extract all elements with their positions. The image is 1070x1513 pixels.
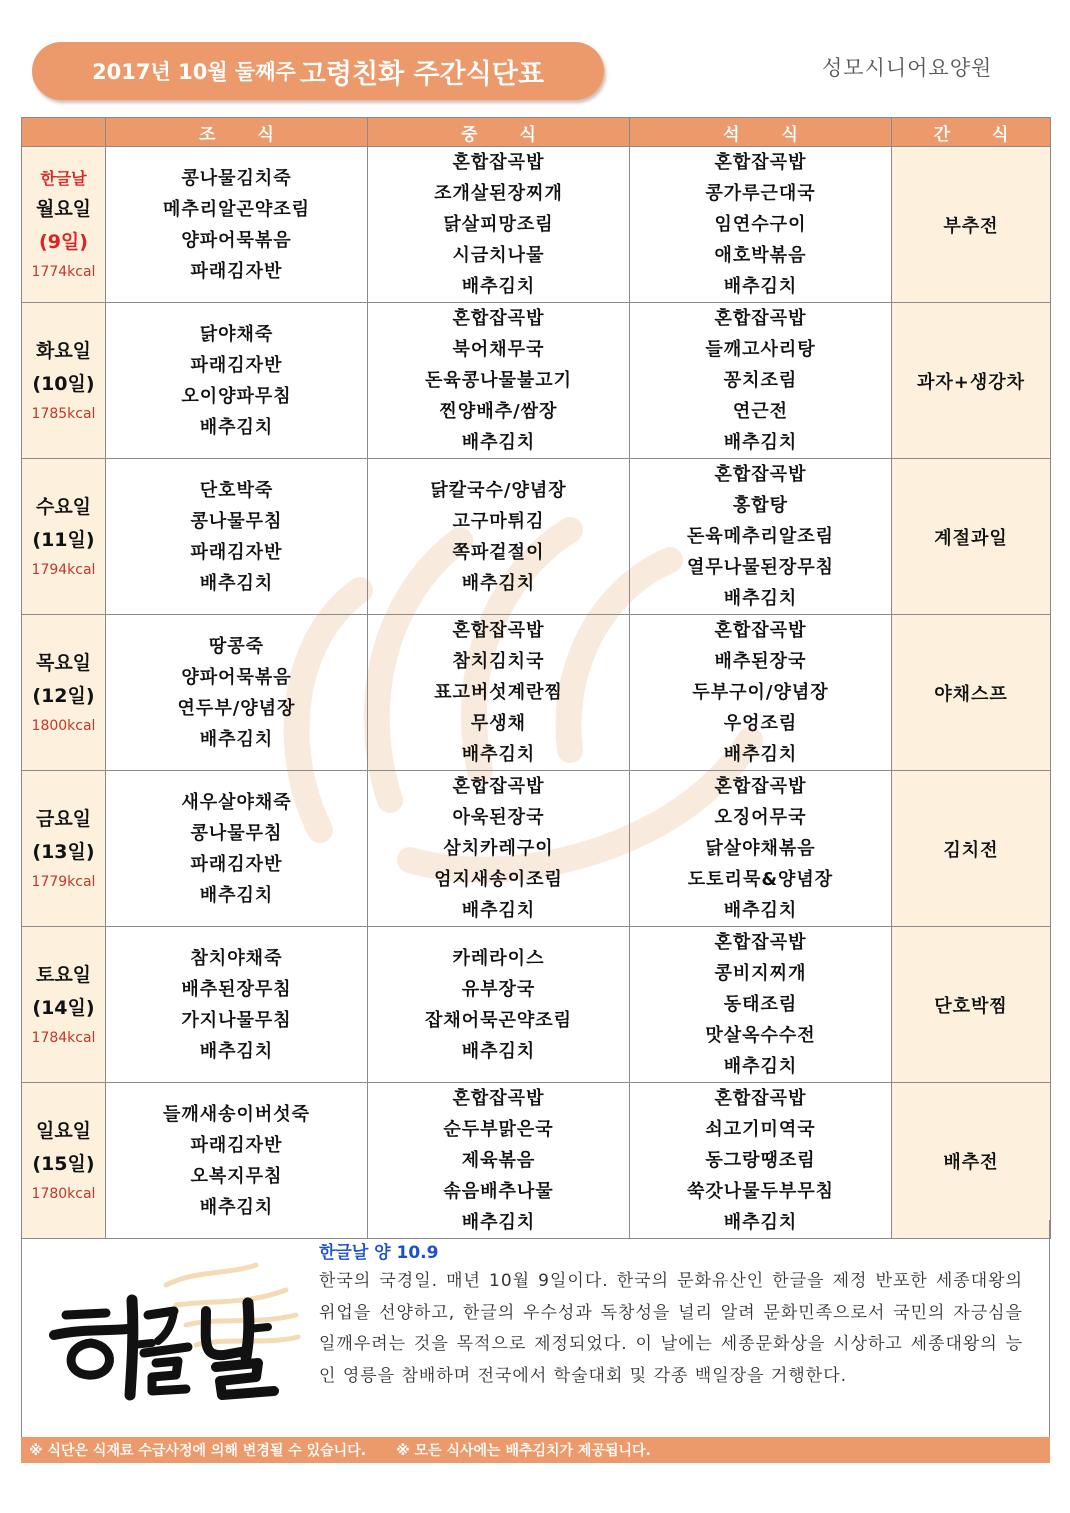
lunch-item: 북어채무국 xyxy=(452,339,545,360)
breakfast-cell xyxy=(106,459,368,615)
lunch-item: 고구마튀김 xyxy=(452,510,545,532)
menu-row xyxy=(22,1083,1051,1239)
breakfast-item: 파래김자반 xyxy=(190,853,283,875)
dinner-item: 혼합잡곡밥 xyxy=(714,152,807,173)
lunch-item: 돈육콩나물불고기 xyxy=(424,370,573,391)
breakfast-cell xyxy=(106,303,368,459)
dinner-item: 혼합잡곡밥 xyxy=(714,932,807,953)
lunch-cell xyxy=(368,615,630,771)
day-date: (15일) xyxy=(32,1152,95,1175)
menu-row xyxy=(22,459,1051,615)
lunch-item: 혼합잡곡밥 xyxy=(452,308,545,329)
breakfast-item: 콩나물무침 xyxy=(190,822,283,844)
dinner-item: 동그랑땡조림 xyxy=(705,1150,816,1171)
breakfast-item: 땅콩죽 xyxy=(208,635,265,657)
menu-row xyxy=(22,927,1051,1083)
table-header-row xyxy=(22,118,1051,147)
breakfast-item: 배추김치 xyxy=(199,1040,274,1062)
holiday-note xyxy=(21,1220,1050,1437)
day-cell xyxy=(22,771,106,927)
lunch-item: 카레라이스 xyxy=(452,947,545,969)
dinner-item: 열무나물된장무침 xyxy=(686,557,835,578)
dinner-cell xyxy=(630,615,892,771)
day-cell xyxy=(22,147,106,303)
day-date: (14일) xyxy=(32,996,95,1019)
dinner-cell xyxy=(630,1083,892,1239)
snack-cell: 배추전 xyxy=(892,1083,1051,1239)
breakfast-cell xyxy=(106,147,368,303)
snack-cell: 야채스프 xyxy=(892,615,1051,771)
menu-row xyxy=(22,615,1051,771)
day-kcal: 1794kcal xyxy=(31,561,96,578)
breakfast-item: 새우살야채죽 xyxy=(181,791,292,813)
day-cell xyxy=(22,615,106,771)
dinner-item: 배추김치 xyxy=(723,588,798,609)
day-name: 화요일 xyxy=(35,339,92,362)
dinner-item: 혼합잡곡밥 xyxy=(714,776,807,797)
dinner-cell xyxy=(630,771,892,927)
dinner-item: 혼합잡곡밥 xyxy=(714,1088,807,1109)
day-kcal: 1774kcal xyxy=(31,263,96,280)
day-name: 월요일 xyxy=(35,197,92,220)
header-breakfast: 조 식 xyxy=(106,118,368,147)
day-cell xyxy=(22,1083,106,1239)
day-date: (10일) xyxy=(32,372,95,395)
day-name: 수요일 xyxy=(35,495,92,518)
breakfast-item: 배추김치 xyxy=(199,884,274,906)
lunch-item: 닭살피망조림 xyxy=(443,214,554,235)
dinner-cell xyxy=(630,303,892,459)
dinner-item: 배추된장국 xyxy=(714,651,807,672)
header-lunch: 중 식 xyxy=(368,118,630,147)
dinner-item: 돈육메추리알조림 xyxy=(686,526,835,547)
menu-row xyxy=(22,771,1051,927)
lunch-item: 조개살된장찌개 xyxy=(434,183,563,204)
lunch-item: 시금치나물 xyxy=(452,245,545,266)
snack-cell: 김치전 xyxy=(892,771,1051,927)
lunch-item: 혼합잡곡밥 xyxy=(452,152,545,173)
dinner-item: 콩가루근대국 xyxy=(705,183,816,204)
day-kcal: 1784kcal xyxy=(31,1029,96,1046)
breakfast-item: 닭야채죽 xyxy=(199,323,274,345)
snack-cell: 과자+생강차 xyxy=(892,303,1051,459)
day-kcal: 1780kcal xyxy=(31,1185,96,1202)
menu-row xyxy=(22,147,1051,303)
footer-note-1: ※ 식단은 식재료 수급사정에 의해 변경될 수 있습니다. xyxy=(29,1443,367,1459)
breakfast-item: 단호박죽 xyxy=(199,479,274,501)
dinner-item: 배추김치 xyxy=(723,900,798,921)
dinner-cell xyxy=(630,927,892,1083)
dinner-item: 연근전 xyxy=(732,401,789,422)
lunch-item: 쪽파겉절이 xyxy=(452,541,545,563)
day-kcal: 1785kcal xyxy=(31,405,96,422)
day-cell xyxy=(22,303,106,459)
day-name: 금요일 xyxy=(35,807,92,830)
dinner-cell xyxy=(630,147,892,303)
lunch-item: 유부장국 xyxy=(461,978,536,1000)
breakfast-item: 들깨새송이버섯죽 xyxy=(162,1103,311,1125)
header-snack: 간 식 xyxy=(892,118,1051,147)
day-name: 목요일 xyxy=(35,651,92,674)
day-cell xyxy=(22,459,106,615)
breakfast-item: 배추김치 xyxy=(199,416,274,438)
dinner-item: 맛살옥수수전 xyxy=(705,1025,816,1046)
day-name: 일요일 xyxy=(35,1119,92,1142)
breakfast-item: 메추리알곤약조림 xyxy=(162,198,311,220)
dinner-item: 오징어무국 xyxy=(714,807,807,828)
note-title: 한글날 양 10.9 xyxy=(319,1243,439,1263)
dinner-item: 우엉조림 xyxy=(723,713,798,734)
breakfast-cell xyxy=(106,1083,368,1239)
lunch-item: 표고버섯계란찜 xyxy=(434,682,563,703)
dinner-item: 혼합잡곡밥 xyxy=(714,620,807,641)
holiday-label: 한글날 xyxy=(40,168,87,188)
lunch-item: 아욱된장국 xyxy=(452,807,545,828)
breakfast-item: 콩나물김치죽 xyxy=(181,167,292,189)
dinner-item: 도토리묵&양념장 xyxy=(687,869,834,890)
lunch-item: 순두부맑은국 xyxy=(443,1119,554,1140)
breakfast-item: 파래김자반 xyxy=(190,354,283,376)
lunch-item: 배추김치 xyxy=(461,744,536,765)
dinner-item: 애호박볶음 xyxy=(714,245,807,266)
footer-bar xyxy=(21,1437,1050,1463)
lunch-cell xyxy=(368,303,630,459)
dinner-item: 배추김치 xyxy=(723,1056,798,1077)
breakfast-item: 오복지무침 xyxy=(190,1165,283,1187)
lunch-item: 배추김치 xyxy=(461,276,536,297)
breakfast-item: 양파어묵볶음 xyxy=(181,666,292,688)
dinner-item: 두부구이/양념장 xyxy=(692,682,829,703)
day-date: (9일) xyxy=(39,230,88,253)
title-date: 2017년 10월 둘째주 xyxy=(92,60,296,84)
dinner-item: 콩비지찌개 xyxy=(714,963,807,984)
hangeulnal-calligraphy-logo xyxy=(36,1245,306,1415)
breakfast-cell xyxy=(106,771,368,927)
menu-row xyxy=(22,303,1051,459)
lunch-item: 혼합잡곡밥 xyxy=(452,620,545,641)
lunch-item: 참치김치국 xyxy=(452,651,545,672)
breakfast-cell xyxy=(106,927,368,1083)
dinner-item: 동태조림 xyxy=(723,994,798,1015)
breakfast-cell xyxy=(106,615,368,771)
breakfast-item: 양파어묵볶음 xyxy=(181,229,292,251)
snack-cell: 부추전 xyxy=(892,147,1051,303)
breakfast-item: 콩나물무침 xyxy=(190,510,283,532)
dinner-item: 들깨고사리탕 xyxy=(705,339,816,360)
breakfast-item: 연두부/양념장 xyxy=(177,697,296,719)
breakfast-item: 오이양파무침 xyxy=(181,385,292,407)
breakfast-item: 가지나물무침 xyxy=(181,1009,292,1031)
dinner-item: 홍합탕 xyxy=(732,495,789,516)
dinner-cell xyxy=(630,459,892,615)
breakfast-item: 파래김자반 xyxy=(190,1134,283,1156)
day-date: (11일) xyxy=(32,528,95,551)
lunch-item: 제육볶음 xyxy=(461,1150,536,1171)
lunch-item: 무생채 xyxy=(470,713,527,734)
day-cell xyxy=(22,927,106,1083)
day-name: 토요일 xyxy=(35,963,92,986)
lunch-item: 배추김치 xyxy=(461,572,536,594)
dinner-item: 쇠고기미역국 xyxy=(705,1119,816,1140)
day-kcal: 1779kcal xyxy=(31,873,96,890)
menu-table xyxy=(21,117,1051,1239)
lunch-item: 닭칼국수/양념장 xyxy=(430,479,567,501)
breakfast-item: 파래김자반 xyxy=(190,260,283,282)
breakfast-item: 참치야채죽 xyxy=(190,947,283,969)
snack-cell: 계절과일 xyxy=(892,459,1051,615)
org-name: 성모시니어요양원 xyxy=(822,56,993,80)
breakfast-item: 배추김치 xyxy=(199,1196,274,1218)
dinner-item: 배추김치 xyxy=(723,276,798,297)
lunch-item: 혼합잡곡밥 xyxy=(452,1088,545,1109)
note-body: 한국의 국경일. 매년 10월 9일이다. 한국의 문화유산인 한글을 제정 반포한 세종대왕의 위업을 선양하고, 한글의 우수성과 독창성을 널리 알려 문화민족으로서 국민의 자긍심을 일깨우려는 것을 목적으로 제정되었다. 이 날에는 세종문화상을 시상하고 세종대왕의 능인 영릉을 참배하며 전국에서 학술대회 및 각종 백일장을 거행한다. xyxy=(319,1271,1023,1386)
dinner-item: 배추김치 xyxy=(723,432,798,453)
breakfast-item: 배추김치 xyxy=(199,728,274,750)
dinner-item: 꽁치조림 xyxy=(723,370,798,391)
lunch-item: 솎음배추나물 xyxy=(443,1181,554,1202)
lunch-item: 배추김치 xyxy=(461,900,536,921)
lunch-item: 잡채어묵곤약조림 xyxy=(424,1009,573,1031)
footer-note-2: ※ 모든 식사에는 배추김치가 제공됩니다. xyxy=(396,1443,651,1459)
header-dinner: 석 식 xyxy=(630,118,892,147)
dinner-item: 배추김치 xyxy=(723,1212,798,1233)
dinner-item: 임연수구이 xyxy=(714,214,807,235)
lunch-cell xyxy=(368,459,630,615)
dinner-item: 혼합잡곡밥 xyxy=(714,308,807,329)
day-date: (13일) xyxy=(32,840,95,863)
lunch-cell xyxy=(368,1083,630,1239)
lunch-cell xyxy=(368,147,630,303)
dinner-item: 쑥갓나물두부무침 xyxy=(686,1181,835,1202)
header-corner xyxy=(22,118,106,147)
lunch-item: 혼합잡곡밥 xyxy=(452,776,545,797)
dinner-item: 배추김치 xyxy=(723,744,798,765)
lunch-item: 배추김치 xyxy=(461,1212,536,1233)
snack-cell: 단호박찜 xyxy=(892,927,1051,1083)
day-date: (12일) xyxy=(32,684,95,707)
breakfast-item: 배추김치 xyxy=(199,572,274,594)
lunch-cell xyxy=(368,927,630,1083)
breakfast-item: 파래김자반 xyxy=(190,541,283,563)
dinner-item: 혼합잡곡밥 xyxy=(714,464,807,485)
page-title: 고령친화 주간식단표 xyxy=(299,58,544,90)
lunch-cell xyxy=(368,771,630,927)
lunch-item: 찐양배추/쌈장 xyxy=(439,401,558,422)
lunch-item: 삼치카레구이 xyxy=(443,838,554,859)
breakfast-item: 배추된장무침 xyxy=(181,978,292,1000)
title-banner xyxy=(32,42,604,100)
lunch-item: 배추김치 xyxy=(461,432,536,453)
day-kcal: 1800kcal xyxy=(31,717,96,734)
dinner-item: 닭살야채볶음 xyxy=(705,838,816,859)
lunch-item: 배추김치 xyxy=(461,1040,536,1062)
lunch-item: 엄지새송이조림 xyxy=(434,869,563,890)
